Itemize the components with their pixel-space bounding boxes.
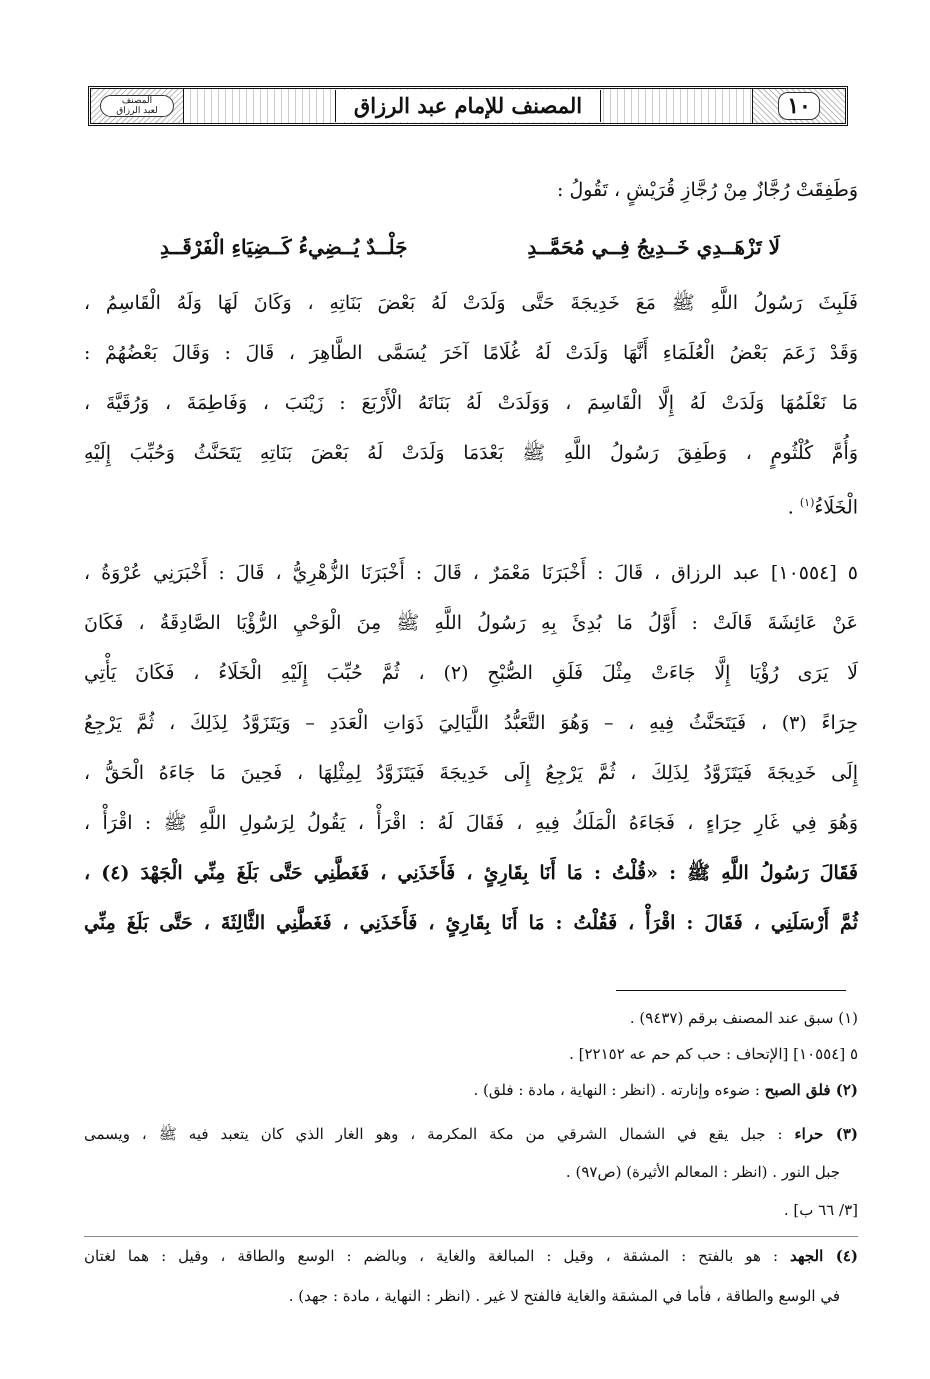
- paragraph-2-line-8: ثُمَّ أَرْسَلَنِي ، فَقَالَ : اقْرَأْ ، فَقُلْتُ : مَا أَنَا بِقَارِئٍ ، فَأَخَذَنِي ، فَغَطَّنِي الثَّالِثَةَ ، حَتَّى بَلَغَ مِنِّي: [84, 912, 858, 934]
- seal-line-2: لعبد الرزاق: [105, 106, 169, 116]
- paragraph-1-line-1: فَلَبِثَ رَسُولُ اللَّهِ ﷺ مَعَ خَدِيجَةَ حَتَّى وَلَدَتْ لَهُ بَعْضَ بَنَاتِهِ ، وَكَانَ لَهَا وَلَهُ الْقَاسِمُ ،: [84, 292, 858, 314]
- book-title: المصنف للإمام عبد الرزاق: [335, 90, 601, 122]
- footnote-2-head: (٢) فلق الصبح: [764, 1081, 858, 1099]
- paragraph-2-line-7: فَقَالَ رَسُولُ اللَّهِ ﷺ : «قُلْتُ : مَا أَنَا بِقَارِئٍ ، فَأَخَذَنِي ، فَغَطَّنِي حَتَّى بَلَغَ مِنِّي الْجَهْدَ (٤) ،: [84, 862, 858, 884]
- paragraph-2-line-5: إِلَى خَدِيجَةَ فَيَتَزَوَّدُ لِذَلِكَ ، ثُمَّ يَرْجِعُ إِلَى خَدِيجَةَ فَيَتَزَوَّدُ لِمِثْلِهَا ، فَحِينَ مَا جَاءَهُ الْحَقُّ ،: [84, 762, 858, 784]
- paragraph-1-line-4: وَأُمَّ كُلْثُومٍ ، وَطَفِقَ رَسُولُ اللَّهِ ﷺ بَعْدَمَا وَلَدَتْ لَهُ بَعْضَ بَنَاتِهِ يَتَحَنَّثُ وَحُبِّبَ إِلَيْهِ: [84, 442, 858, 464]
- paragraph-1-line-2: وَقَدْ زَعَمَ بَعْضُ الْعُلَمَاءِ أَنَّهَا وَلَدَتْ لَهُ غُلَامًا آخَرَ يُسَمَّى الطَّاهِرَ ، قَالَ : وَقَالَ بَعْضُهُمْ :: [84, 342, 858, 364]
- footnote-ref-1: (١): [799, 496, 815, 509]
- footnote-3-line-1: [84, 1120, 858, 1148]
- paragraph-1-period: .: [787, 496, 800, 519]
- header-band: [184, 89, 752, 123]
- paragraph-2-line-6: وَهُوَ فِي غَارِ حِرَاءٍ ، فَجَاءَهُ الْمَلَكُ فِيهِ ، فَقَالَ لَهُ : اقْرَأْ ، يَقُولُ لِرَسُولِ اللَّهِ ﷺ : اقْرَأْ ،: [84, 812, 858, 834]
- footnote-divider: [616, 990, 846, 991]
- footnote-4-line-2: في الوسع والطاقة ، فأما في المشقة والغاية فالفتح لا غير . (انظر : النهاية ، مادة : جهد) .: [288, 1287, 840, 1305]
- page-number-box: [752, 89, 845, 123]
- footnote-2-text: : ضوءه وإنارته . (انظر : النهاية ، مادة : فلق) .: [473, 1081, 765, 1099]
- footnote-3-text: : جبل يقع في الشمال الشرقي من مكة المكرمة ، وهو الغار الذي كان يتعبد فيه ﷺ ، ويسمى: [84, 1125, 795, 1143]
- seal-line-1: المصنف: [105, 96, 169, 106]
- paragraph-1-end-word: الْخَلَاءُ: [814, 496, 858, 519]
- paragraph-2-line-2: عَنْ عَائِشَةَ قَالَتْ : أَوَّلُ مَا بُدِئَ بِهِ رَسُولُ اللَّهِ ﷺ مِنَ الْوَحْيِ الرُّؤْيَا الصَّادِقَةُ ، فَكَانَ: [84, 612, 858, 634]
- footnote-2: [84, 1076, 858, 1104]
- page-number: ١٠: [778, 92, 820, 120]
- book-seal: [100, 95, 174, 117]
- verse-hemistich-2: جَلْــدٌ يُــضِيءُ كَــضِيَاءِ الْفَرْقَــدِ: [160, 235, 408, 259]
- poem-verse: [160, 228, 780, 266]
- paragraph-2-line-4: حِرَاءً (٣) ، فَيَتَحَنَّثُ فِيهِ ، – وَهُوَ التَّعَبُّدُ اللَّيَالِيَ ذَوَاتِ الْعَدَدِ – وَيَتَزَوَّدُ لِذَلِكَ ، ثُمَّ يَرْجِعُ: [84, 712, 858, 734]
- footnote-3-line-2: جبل النور . (انظر : المعالم الأثيرة) (ص٩٧) .: [565, 1163, 840, 1181]
- page-header: [88, 86, 848, 126]
- footnote-3-head: (٣) حراء: [794, 1125, 858, 1143]
- footnote-folio: [٣/ ٦٦ ب] .: [783, 1201, 858, 1219]
- footnote-separator: [84, 1236, 858, 1237]
- paragraph-2-line-3: لَا يَرَى رُؤْيَا إِلَّا جَاءَتْ مِثْلَ فَلَقِ الصُّبْحِ (٢) ، ثُمَّ حُبِّبَ إِلَيْهِ الْخَلَاءُ ، فَكَانَ يَأْتِي: [84, 662, 858, 684]
- paragraph-2-line-1: ٥ [١٠٥٥٤] عبد الرزاق ، قَالَ : أَخْبَرَنَا مَعْمَرٌ ، قَالَ : أَخْبَرَنَا الزُّهْرِيُّ ، قَالَ : أَخْبَرَنِي عُرْوَةُ ،: [84, 562, 859, 584]
- book-seal-box: [91, 89, 184, 123]
- footnote-4-line-1: [84, 1242, 858, 1270]
- footnote-1: (١) سبق عند المصنف برقم (٩٤٣٧) .: [629, 1009, 858, 1027]
- paragraph-1-line-3: مَا نَعْلَمُهَا وَلَدَتْ لَهُ إِلَّا الْقَاسِمَ ، وَوَلَدَتْ لَهُ بَنَاتَهُ الْأَرْبَعَ : زَيْنَبَ ، وَفَاطِمَةَ ، وَرُقَيَّةَ ،: [84, 392, 858, 414]
- footnote-4-head: (٤) الجهد: [790, 1247, 858, 1265]
- paragraph-1-line-5: [84, 484, 858, 526]
- footnote-hadith: ٥ [١٠٥٥٤] [الإتحاف : حب كم حم عه ٢٢١٥٢] .: [569, 1045, 858, 1063]
- verse-hemistich-1: لَا تَزْهَــدِي خَــدِيجُ فِــي مُحَمَّــدِ: [527, 235, 780, 259]
- footnote-4-text: : هو بالفتح : المشقة ، وقيل : المبالغة والغاية ، وبالضم : الوسع والطاقة ، وقيل : هما لغتان: [84, 1247, 791, 1265]
- intro-line: وَطَفِقَتْ رُجَّازٌ مِنْ رُجَّازِ قُرَيْشٍ ، تَقُولُ :: [557, 179, 858, 201]
